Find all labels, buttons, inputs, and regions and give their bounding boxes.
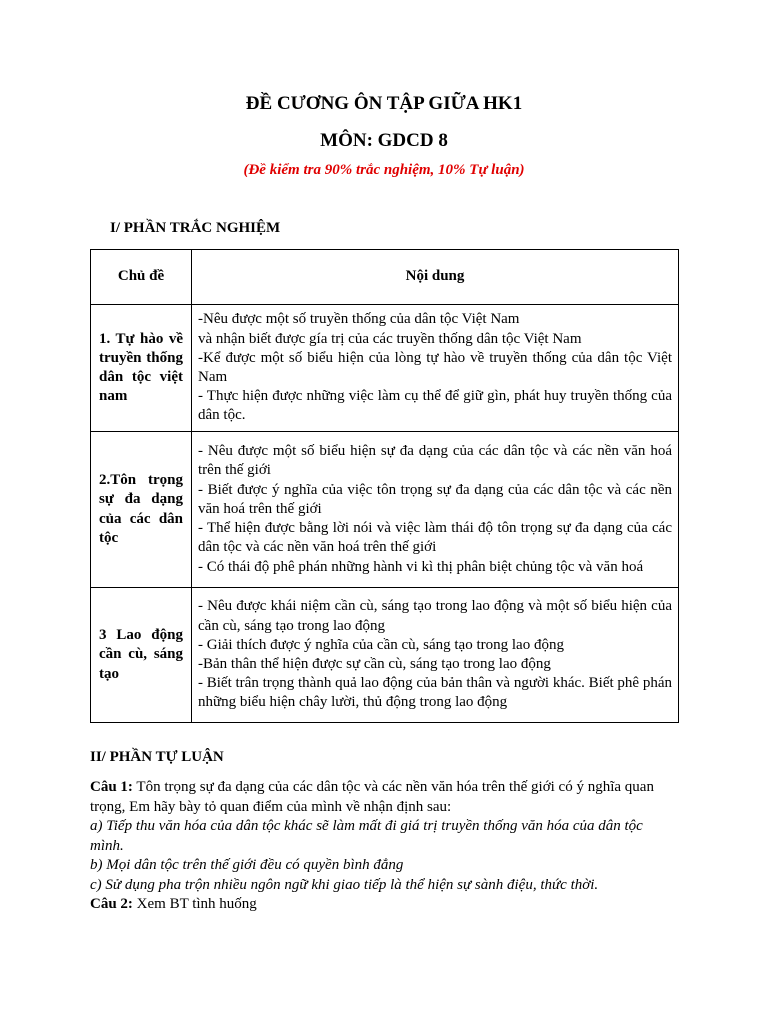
row-topic: 2.Tôn trọng sự đa dạng của các dân tộc [91,432,192,588]
content-line: - Biết được ý nghĩa của việc tôn trọng sự đa dạng của các dân tộc và các nền văn hoá trên thế giới [198,481,672,517]
row-content [192,305,679,432]
question-1-label: Câu 1: [90,779,133,795]
content-line: - Biết trân trọng thành quả lao động của bản thân và người khác. Biết phê phán những biểu hiện chây lười, thủ động trong lao động [198,675,672,711]
content-line: - Nêu được khái niệm cần cù, sáng tạo trong lao động và một số biểu hiện của cần cù, sáng tạo trong lao động [198,598,672,634]
content-line: - Thể hiện được bằng lời nói và việc làm thái độ tôn trọng sự đa dạng của các dân tộc và các nền văn hoá trên thế giới [198,520,672,556]
exam-format-note: (Đề kiểm tra 90% trắc nghiệm, 10% Tự luận) [243,162,525,178]
essay-questions [90,778,678,915]
header-content: Nội dung [192,250,679,305]
content-line: -Bản thân thể hiện được sự cần cù, sáng tạo trong lao động [198,656,551,672]
row-topic: 3 Lao động cần cù, sáng tạo [91,588,192,723]
question-1-item-b: b) Mọi dân tộc trên thế giới đều có quyền bình đẳng [90,857,404,873]
question-2-text: Xem BT tình huống [132,896,257,912]
content-line: - Thực hiện được những việc làm cụ thể để giữ gìn, phát huy truyền thống của dân tộc. [198,388,672,424]
question-1-text: Tôn trọng sự đa dạng của các dân tộc và các nền văn hóa trên thế giới có ý nghĩa quan trọng, Em hãy bày tỏ quan điểm của mình về nhận định sau: [90,779,654,815]
content-line: - Giải thích được ý nghĩa của cần cù, sáng tạo trong lao động [198,636,564,653]
table-row [91,588,679,723]
table-row [91,432,679,588]
subject-title: MÔN: GDCD 8 [320,130,448,151]
content-line: -Nêu được một số truyền thống của dân tộc Việt Nam [198,311,520,328]
section-essay-heading: II/ PHẦN TỰ LUẬN [90,749,224,765]
row-topic: 1. Tự hào về truyền thống dân tộc việt nam [91,305,192,432]
question-1-item-c: c) Sử dụng pha trộn nhiều ngôn ngữ khi giao tiếp là thể hiện sự sành điệu, thức thời. [90,876,599,893]
table-header-row [91,250,679,305]
table-row [91,305,679,432]
content-line: - Có thái độ phê phán những hành vi kì thị phân biệt chủng tộc và văn hoá [198,558,644,575]
question-2-label: Câu 2: [90,896,133,912]
content-line: -Kể được một số biểu hiện của lòng tự hào về truyền thống của dân tộc Việt Nam [198,349,672,385]
row-content [192,432,679,588]
question-1-item-a: a) Tiếp thu văn hóa của dân tộc khác sẽ làm mất đi giá trị truyền thống văn hóa của dân tộc mình. [90,818,643,854]
row-content [192,588,679,723]
content-line: và nhận biết được gía trị của các truyền thống dân tộc Việt Nam [198,330,582,347]
topic-content-table [90,249,679,723]
question-1 [90,778,678,817]
question-2 [90,895,678,915]
section-multiple-choice-heading: I/ PHẦN TRẮC NGHIỆM [110,220,281,236]
content-line: - Nêu được một số biểu hiện sự đa dạng của các dân tộc và các nền văn hoá trên thế giới [198,443,672,479]
header-topic: Chủ đề [91,250,192,305]
document-title: ĐỀ CƯƠNG ÔN TẬP GIỮA HK1 [245,93,523,114]
